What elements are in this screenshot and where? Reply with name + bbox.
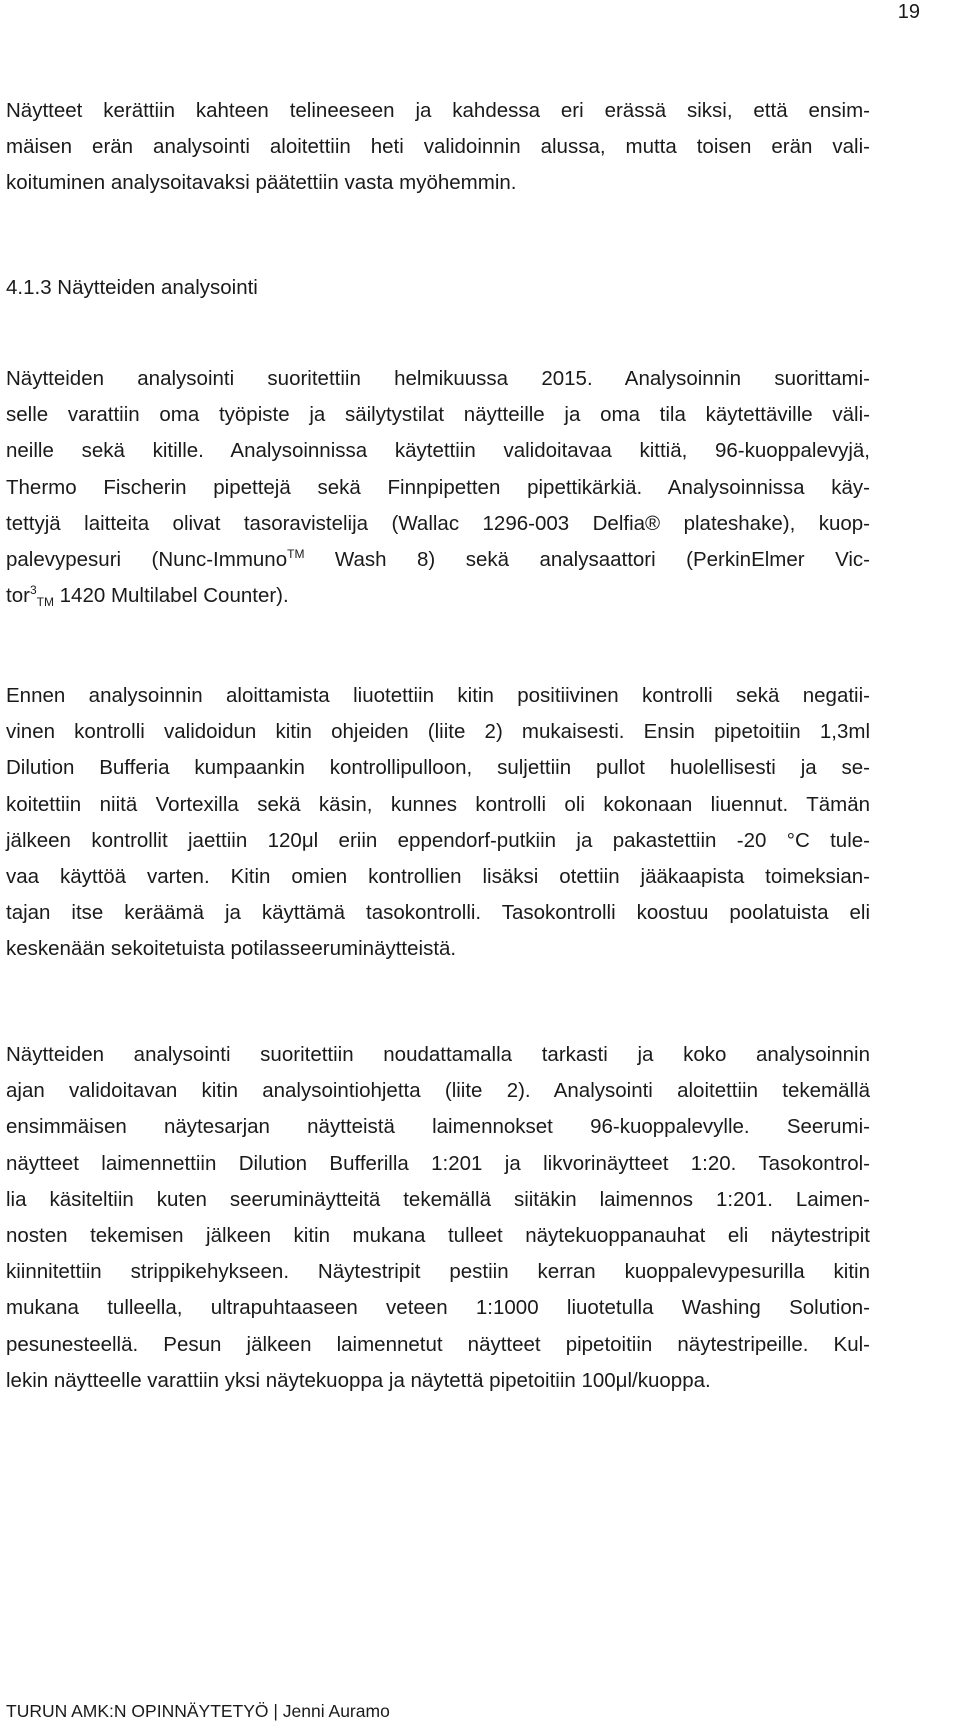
text-line: vinen kontrolli validoidun kitin ohjeiden (liite 2) mukaisesti. Ensin pipetoitiin 1,3ml: [6, 720, 870, 744]
text-line: keskenään sekoitetuista potilasseeruminäytteistä.: [6, 937, 457, 961]
text-line: vaa käyttöä varten. Kitin omien kontrollien lisäksi otettiin jääkaapista toimeksian-: [6, 865, 870, 889]
text-line: koitettiin niitä Vortexilla sekä käsin, kunnes kontrolli oli kokonaan liuennut. Tämän: [6, 792, 870, 816]
text-line: Näytteet kerättiin kahteen telineeseen ja kahdessa eri erässä siksi, että ensim-: [6, 99, 870, 122]
page-footer: TURUN AMK:N OPINNÄYTETYÖ | Jenni Auramo: [6, 1701, 390, 1721]
text-segment: Wash 8) sekä analysaattori (PerkinElmer Vic-: [304, 548, 870, 572]
trademark-superscript: TM: [287, 547, 305, 562]
text-line: tettyjä laitteita olivat tasoravistelija (Wallac 1296-003 Delfia® plateshake), kuop-: [6, 511, 870, 535]
page-number: 19: [897, 1, 920, 23]
text-line: selle varattiin oma työpiste ja säilytystilat näytteille ja oma tila käytettäville väli-: [6, 403, 870, 427]
paragraph-controls-preparation: [6, 678, 870, 968]
text-line: jälkeen kontrollit jaettiin 120μl eriin eppendorf-putkiin ja pakastettiin -20 °C tule-: [6, 828, 870, 852]
text-segment: 1420 Multilabel Counter).: [53, 584, 289, 608]
section-heading: 4.1.3 Näytteiden analysointi: [6, 276, 258, 299]
text-line: kiinnitettiin strippikehykseen. Näytestripit pestiin kerran kuoppalevypesurilla kitin: [6, 1260, 870, 1284]
text-line: ajan validoitavan kitin analysointiohjetta (liite 2). Analysointi aloitettiin tekemällä: [6, 1079, 870, 1103]
superscript-3: 3: [29, 583, 37, 598]
text-line: Näytteiden analysointi suoritettiin helmikuussa 2015. Analysoinnin suorittami-: [6, 367, 870, 390]
text-line: näytteet laimennettiin Dilution Bufferilla 1:201 ja likvorinäytteet 1:20. Tasokontrol-: [6, 1151, 870, 1175]
text-segment: tor: [6, 584, 30, 608]
text-line: mukana tulleella, ultrapuhtaaseen veteen 1:1000 liuotetulla Washing Solution-: [6, 1296, 870, 1320]
text-line: neille sekä kitille. Analysoinnissa käytettiin validoitavaa kittiä, 96-kuoppalevyjä,: [6, 439, 870, 463]
text-line: Dilution Bufferia kumpaankin kontrollipulloon, suljettiin pullot huolellisesti ja se-: [6, 756, 870, 780]
text-line: Näytteiden analysointi suoritettiin noudattamalla tarkasti ja koko analysoinnin: [6, 1043, 870, 1066]
text-segment: palevypesuri (Nunc-Immuno: [6, 548, 288, 572]
text-line: [6, 542, 870, 578]
paragraph-sample-collection: [6, 93, 870, 202]
text-line: Thermo Fischerin pipettejä sekä Finnpipetten pipettikärkiä. Analysoinnissa käy-: [6, 475, 870, 499]
text-line: lia käsiteltiin kuten seeruminäytteitä tekemällä siitäkin laimennos 1:201. Laimen-: [6, 1187, 870, 1211]
paragraph-analysis-setup: [6, 361, 870, 614]
text-line: pesunesteellä. Pesun jälkeen laimennetut näytteet pipetoitiin näytestripeille. Kul-: [6, 1332, 870, 1356]
text-line: mäisen erän analysointi aloitettiin heti validoinnin alussa, mutta toisen erän vali-: [6, 135, 870, 159]
text-line: [6, 578, 870, 614]
paragraph-analysis-procedure: [6, 1037, 870, 1399]
trademark-subscript: TM: [36, 595, 54, 610]
text-line: lekin näytteelle varattiin yksi näytekuoppa ja näytettä pipetoitiin 100μl/kuoppa.: [6, 1368, 711, 1392]
text-line: tajan itse keräämä ja käyttämä tasokontrolli. Tasokontrolli koostuu poolatuista eli: [6, 901, 870, 925]
text-line: ensimmäisen näytesarjan näytteistä laimennokset 96-kuoppalevylle. Seerumi-: [6, 1115, 870, 1139]
text-line: koituminen analysoitavaksi päätettiin vasta myöhemmin.: [6, 171, 517, 195]
text-line: Ennen analysoinnin aloittamista liuotettiin kitin positiivinen kontrolli sekä negatii-: [6, 684, 870, 707]
text-line: nosten tekemisen jälkeen kitin mukana tulleet näytekuoppanauhat eli näytestripit: [6, 1224, 870, 1248]
